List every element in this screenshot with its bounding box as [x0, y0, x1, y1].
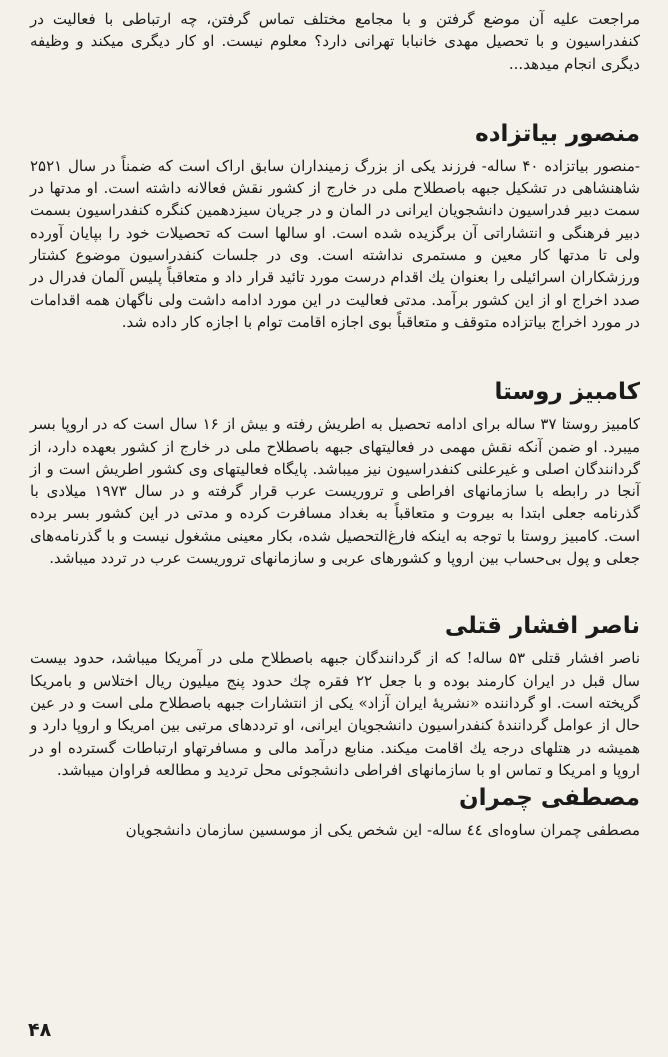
section-body-chamran: مصطفی چمران ساوه‌ای ٤٤ ساله- این شخص یکی از موسسین سازمان دانشجویان [125, 821, 640, 840]
section-body-afshar-ghatli: ناصر افشار قتلی ۵۳ ساله! که از گردانندگان جبهه باصطلاح ملی در آمریکا میباشد، حدود بیست سال قبل در ایران کارمند بوده و با جعل ۲۲ فقره چك حدود پنج میلیون ریال اختلاس و بامریکا گریخته است. او گرداننده «نشریهٔ ایران آزاد» یکی از انتشارات جبهه باصطلاح ملی است و در عین حال از عوامل گردانندهٔ کنفدراسیون دانشجویان ایرانی، او ترددهای مرتبی بین امریکا و اروپا دارد و همیشه در هتلهای درجه یك اقامت میکند. منابع درآمد مالی و مسافرتهاو ارتباطات گسترده او در اروپا و امریکا و تماس او با سازمانهای افراطی دانشجوئی محل تردید و مطالعه فراوان میباشد. [30, 649, 640, 779]
section-heading-bayatzadeh: منصور بیاتزاده [475, 120, 640, 147]
section-heading-afshar-ghatli: ناصر افشار قتلی [444, 613, 640, 640]
page-number: ۴۸ [28, 1019, 52, 1041]
section-heading-rousta: کامبیز روستا [494, 379, 640, 406]
intro-paragraph: مراجعت علیه آن موضع گرفتن و با مجامع مختلف تماس گرفتن، چه ارتباطی با فعالیت در کنفدراسیون و با تحصیل مهدی خانبابا تهرانی دارد؟ معلوم نیست. او کار دیگری میکند و وظیفه دیگری انجام میدهد... [30, 10, 640, 73]
section-body-rousta: کامبیز روستا ۳۷ ساله برای ادامه تحصیل به اطریش رفته و بیش از ۱۶ سال است که در اروپا بسر میبرد. او ضمن آنکه نقش مهمی در فعالیتهای جبهه باصطلاح ملی در خارج از کشور بعهده دارد، از گردانندگان اصلی و غیرعلنی کنفدراسیون نیز میباشد. پایگاه فعالیتهای وی کشور اطریش است و از آنجا در رابطه با سازمانهای افراطی و تروریست عرب قرار گرفته و در سال ۱۹۷۳ میلادی با گذرنامه جعلی ابتدا به بیروت و متعاقباً به بغداد مسافرت کرده و مدتی در این کشور بسر برده است. کامبیز روستا با توجه به اینکه فارغ‌التحصیل شده، بکار معینی مشغول نیست و با گذرنامه‌های جعلی و پول بی‌حساب بین اروپا و کشورهای عربی و سازمانهای تروریست عرب در تردد میباشد. [30, 415, 641, 568]
section-body-bayatzadeh: -منصور بیاتزاده ۴۰ ساله- فرزند یکی از بزرگ زمینداران سابق اراک است که ضمناً در سال ۲۵۲۱ شاهنشاهی در تشکیل جبهه باصطلاح ملی در خارج از کشور نقش فعالانه داشته است. او مدتها در سمت دبیر فدراسیون دانشجویان ایرانی در المان و در جریان سیزدهمین کنگره کنفدراسیون بسمت دبیر فرهنگی و انتشاراتی آن برگزیده شده است. او سالها است که تحصیلات خود را بپایان آورده ولی تا مدتها کار معین و مستمری نداشته است. وی در جلسات کنفدراسیون موضوع کشتار ورزشکاران اسرائیلی را بعنوان یك اقدام درست مورد تائید قرار داد و متعاقباً پلیس آلمان فدرال در صدد اخراج او از این کشور برآمد. مدتی فعالیت در این مورد ادامه داشت ولی ناگهان همه اقدامات در مورد اخراج بیاتزاده متوقف و متعاقباً بوی اجازه اقامت توام با اجازه کار داده شد. [30, 156, 640, 331]
section-heading-chamran: مصطفی چمران [459, 785, 640, 812]
